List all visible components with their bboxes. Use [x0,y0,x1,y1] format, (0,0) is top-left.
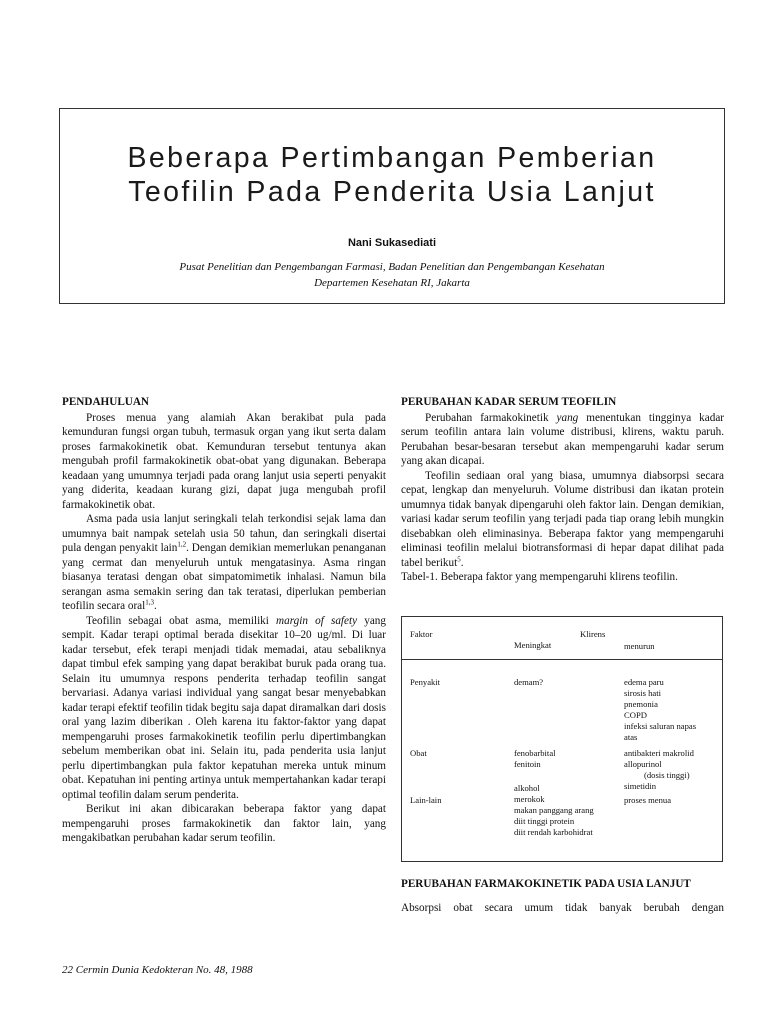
paragraph-2-rest: . Dengan demikian memerlukan penanganan yang cermat dan menyeluruh untuk mengatasinya. Asma ringan biasanya teratasi dengan obat simpatomimetik inhalasi. Namun bila serangan asma semakin sering dan tak teratasi, diperlukan pemberian teofilin secara oral [62,542,386,612]
table-cell-line: fenitoin [514,759,541,769]
table-cell-line: allopurinol [624,759,662,769]
table-cell-line: diit rendah karbohidrat [514,827,593,837]
paragraph-r1-text-a: Perubahan farmakokinetik [425,411,557,424]
paragraph-r1-italic: yang [556,411,579,424]
table-cell-line: alkohol [514,783,540,793]
table-cell-line: pnemonia [624,699,658,709]
paper-title [60,141,724,209]
title-line-2: Teofilin Pada Penderita Usia Lanjut [128,176,656,208]
table-cell-meningkat [514,748,556,770]
table-header-faktor: Faktor [410,629,433,639]
table-cell-line: simetidin [624,781,656,791]
table-cell-line: infeksi saluran napas [624,721,697,731]
paragraph-2-text: Asma pada usia lanjut seringkali telah terkondisi sejak lama dan umumnya bait nampak setelah usia 50 tahun, dan seringkali disertai pula dengan penyakit lain [62,513,386,554]
table-cell-menurun [624,795,671,806]
table-cell-line: edema paru [624,677,664,687]
paragraph-3-italic: margin of safety [276,614,358,627]
table-row-faktor: Penyakit [410,677,441,687]
affiliation [60,259,724,291]
paragraph-1: Proses menua yang alamiah Akan berakibat pula pada kemunduran fungsi organ tubuh, termasuk organ yang ikut serta dalam proses farmakokinetik obat. Kemunduran tersebut tentunya akan mengubah profil farmakokinetik obat-obat yang digunakan. Beberapa keadaan yang umumnya terjadi pada orang lanjut usia seperti penyakit yang diderita, keadaan kurang gizi, dapat juga mengubah profil farmakokinetik obat. [62,411,386,511]
table-cell-line: proses menua [624,795,672,805]
author-name: Nani Sukasediati [347,237,437,249]
paragraph-r1-text-b: menentukan tingginya kadar serum teofilin antara lain volume distribusi, klirens, waktu paruh. Perubahan besar-besaran tersebut akan mempengaruhi kadar serum yang akan dicapai. [401,411,725,467]
paragraph-2: Asma pada usia lanjut seringkali telah terkondisi sejak lama dan umumnya bait nampak setelah usia 50 tahun, dan seringkali disertai pula dengan penyakit lain$^{1,2}$. Dengan demikian memerlukan penanganan yang cermat dan menyeluruh untuk mengatasinya. Asma ringan biasanya teratasi dengan obat simpatomimetik inhalasi. Namun bila serangan asma semakin sering dan tak teratasi, diperlukan pemberian teofilin secara oral$^{1,3}$. [62,513,386,612]
table-row-faktor: Lain-lain [410,795,442,805]
affiliation-line-2: Departemen Kesehatan RI, Jakarta [314,277,470,289]
factor-table [401,616,723,862]
citation-sup: 1,3 [145,598,154,607]
paragraph-r2-text: Teofilin sediaan oral yang biasa, umumnya diabsorpsi secara cepat, lengkap dan menyeluruh. Volume distribusi dan ikatan protein umumnya tidak banyak dipengaruhi oleh faktor lain. Dengan demikian, variasi kadar serum teofilin yang terjadi pada tiap orang lebih mungkin disebabkan oleh eliminasinya. Beberapa faktor yang mempengaruhi eliminasi teofilin melalui biotransformasi di hepar dapat dilihat pada tabel berikut [401,469,724,569]
table-caption: Tabel-1. Beberapa faktor yang mempengaruhi klirens teofilin. [401,571,678,583]
affiliation-line-1: Pusat Penelitian dan Pengembangan Farmasi, Badan Penelitian dan Pengembangan Kesehatan [179,261,605,273]
table-cell-line: antibakteri makrolid [624,748,694,758]
left-column [62,395,386,846]
section-heading-pendahuluan: PENDAHULUAN [62,396,150,408]
table-cell-line: makan panggang arang [514,805,594,815]
page-footer: 22 Cermin Dunia Kedokteran No. 48, 1988 [62,964,253,976]
table-row-faktor: Obat [410,748,427,758]
citation-sup: 5 [457,554,461,563]
table-cell-meningkat [514,677,543,688]
table-cell-line: demam? [514,677,544,687]
paragraph-r1 [401,411,724,469]
table-header-klirens: Klirens [580,629,606,639]
paragraph-4: Berikut ini akan dibicarakan beberapa faktor yang dapat mempengaruhi proses farmakokinetik dan faktor lain, yang mengakibatkan perubahan kadar serum teofilin. [62,803,386,844]
table-cell-line: diit tinggi protein [514,816,575,826]
section-heading-kadar-serum: PERUBAHAN KADAR SERUM TEOFILIN [401,396,617,408]
table-cell-line: merokok [514,794,545,804]
paragraph-3 [62,614,386,803]
right-column [401,395,724,585]
table-cell-line: fenobarbital [514,748,556,758]
table-cell-meningkat [514,783,594,838]
paragraph-r3: Absorpsi obat secara umum tidak banyak berubah dengan [401,902,724,914]
table-cell-line: sirosis hati [624,688,662,698]
table-header-divider [402,659,722,660]
table-cell-line: (dosis tinggi) [644,770,690,780]
table-cell-menurun [624,677,696,743]
citation-sup: 1,2 [177,540,187,549]
title-box [59,108,725,304]
paragraph-3-text-b: yang sempit. Kadar terapi optimal berada disekitar 10–20 ug/ml. Di luar kadar tersebut, efek terapi menjadi tidak memadai, atau sebaliknya dapat timbul efek samping yang dapat berakibat buruk pada orang tua. Selain itu umumnya respons penderita terhadap teofilin sangat bervariasi. Adanya variasi individual yang sangat besar menyebabkan kadar terapi efektif teofilin tidak begitu saja dapat diramalkan dari dosis oral yang lazim diberikan . Oleh karena itu faktor-faktor yang dapat mempengaruhi proses farmakokinetik teofilin perlu dipertimbangkan sebelum memberikan obat ini. Selain itu, pada penderita usia lanjut perlu dipertimbangkan pula faktor kepatuhan mereka untuk minum obat. Kepatuhan ini penting artinya untuk mempertahankan kadar terapi optimal teofilin dalam serum penderita. [62,614,386,801]
table-header-meningkat: Meningkat [514,640,552,650]
title-line-1: Beberapa Pertimbangan Pemberian [127,142,657,174]
table-cell-line: COPD [624,710,647,720]
paragraph-r2: Teofilin sediaan oral yang biasa, umumnya diabsorpsi secara cepat, lengkap dan menyeluruh. Volume distribusi dan ikatan protein umumnya tidak banyak dipengaruhi oleh faktor lain. Dengan demikian, variasi kadar serum teofilin yang terjadi pada tiap orang lebih mungkin disebabkan oleh eliminasinya. Beberapa faktor yang mempengaruhi eliminasi teofilin melalui biotransformasi di hepar dapat dilihat pada tabel berikut$^5$. [401,469,724,569]
table-cell-menurun [624,748,694,792]
table-cell-line: atas [624,732,638,742]
table-header-menurun: menurun [624,641,655,651]
paragraph-3-text-a: Teofilin sebagai obat asma, memiliki [86,614,277,627]
section-heading-usia-lanjut: PERUBAHAN FARMAKOKINETIK PADA USIA LANJUT [401,878,691,890]
